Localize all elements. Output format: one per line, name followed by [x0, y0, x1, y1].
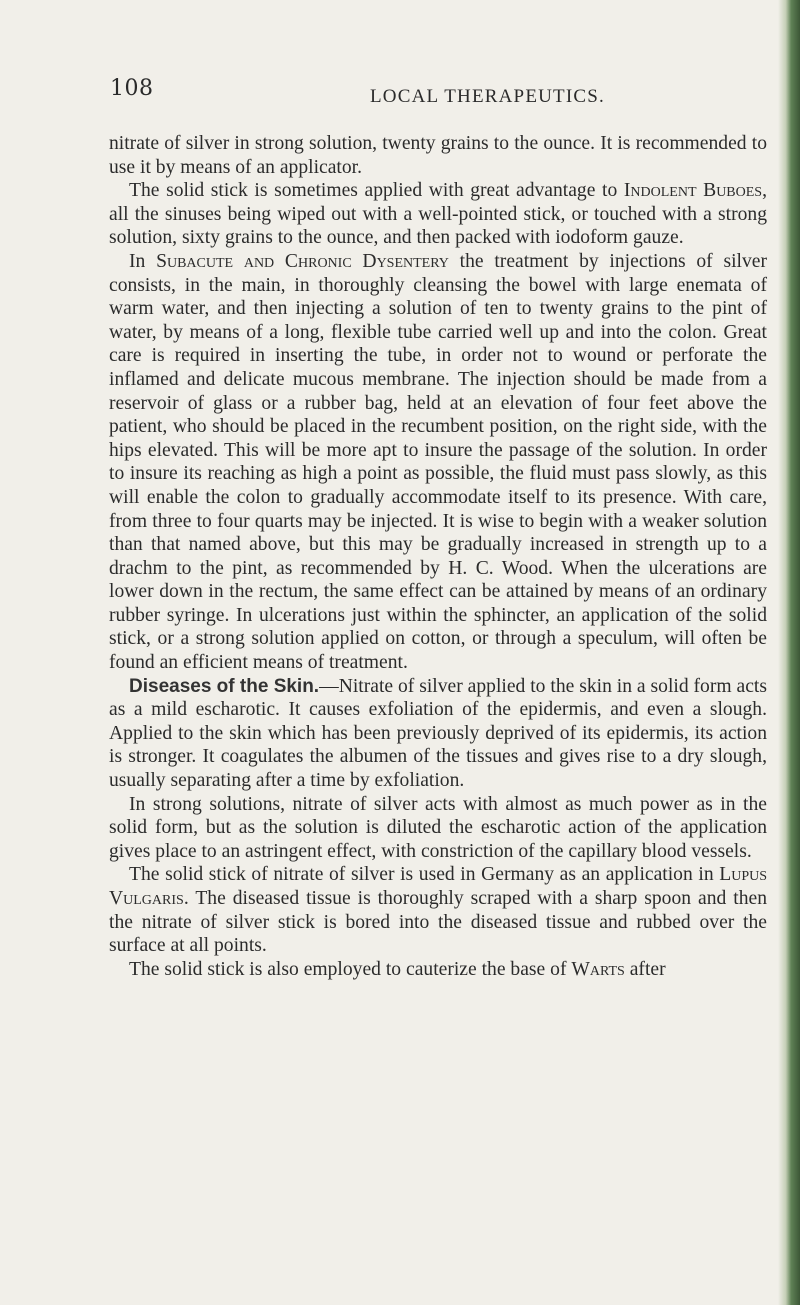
paragraph-text: The solid stick is sometimes applied with great advantage to [129, 180, 624, 202]
paragraph-indolent-buboes [109, 179, 767, 250]
paragraph-continuation: nitrate of silver in strong solution, twenty grains to the ounce. It is recommended to use it by means of an applicator. [109, 133, 767, 178]
term-warts: Warts [571, 958, 625, 980]
term-lupus-vulgaris: Lupus Vulgaris [109, 864, 767, 909]
body-text [109, 132, 767, 981]
running-head: LOCAL THERAPEUTICS. [370, 86, 605, 107]
term-indolent-buboes: Indolent Buboes [623, 180, 763, 202]
paragraph-text: the treatment by injections of silver consists, in the main, in thoroughly cleansing the bowel with large enemata of warm water, and then injecting a solution of ten to twenty grains to the pint of water, by means of a long, flexible tube carried well up and into the colon. Great care is required in inserting the tube, in order not to wound or perforate the inflamed and delicate mucous membrane. The injection should be made from a reservoir of glass or a rubber bag, held at an elevation of four feet above the patient, who should be placed in the recumbent position, on the right side, with the hips elevated. This will be more apt to insure the passage of the solution. In order to insure its reaching as high a point as possible, the fluid must pass slowly, as this will enable the colon to gradually accommodate itself to its presence. With care, from three to four quarts may be injected. It is wise to begin with a weaker solution than that named above, but this may be gradually increased in strength up to a drachm to the pint, as recommended by H. C. Wood. When the ulcerations are lower down in the rectum, the same effect can be attained by means of an ordinary rubber syringe. In ulcerations just within the sphincter, an application of the solid stick, or a strong solution applied on cotton, or through a speculum, will often be found an efficient means of treatment. [109, 250, 767, 674]
section-heading-skin: Diseases of the Skin. [129, 675, 320, 697]
paragraph-warts [109, 958, 767, 982]
paragraph-text: —Nitrate of silver applied to the skin in a solid form acts as a mild escharotic. It causes exfoliation of the epidermis, and even a slough. Applied to the skin which has been previously deprived of its epidermis, its action is stronger. It coagulates the albumen of the tissues and gives rise to a dry slough, usually separating after a time by exfoliation. [109, 675, 767, 792]
paragraph-skin-diseases [109, 675, 767, 793]
paragraph-text: after [624, 958, 666, 980]
paragraph-text: The solid stick of nitrate of silver is used in Germany as an application in [129, 864, 720, 886]
paragraph-text: The solid stick is also employed to cauterize the base of [129, 958, 572, 980]
paragraph-text: In [129, 250, 157, 272]
page-number: 108 [110, 76, 154, 101]
paragraph-text: , all the sinuses being wiped out with a well-pointed stick, or touched with a strong solution, sixty grains to the ounce, and then packed with iodoform gauze. [109, 180, 767, 249]
page-edge-shadow [778, 0, 800, 1305]
paragraph-dysentery [109, 250, 767, 675]
term-dysentery: Subacute and Chronic Dysentery [156, 250, 449, 272]
paragraph-text: . The diseased tissue is thoroughly scraped with a sharp spoon and then the nitrate of silver stick is bored into the diseased tissue and rubbed over the surface at all points. [109, 888, 767, 957]
paragraph-lupus-vulgaris [109, 863, 767, 957]
paragraph-strong-solutions: In strong solutions, nitrate of silver acts with almost as much power as in the solid form, but as the solution is diluted the escharotic action of the application gives place to an astringent effect, with constriction of the capillary blood vessels. [109, 793, 767, 862]
